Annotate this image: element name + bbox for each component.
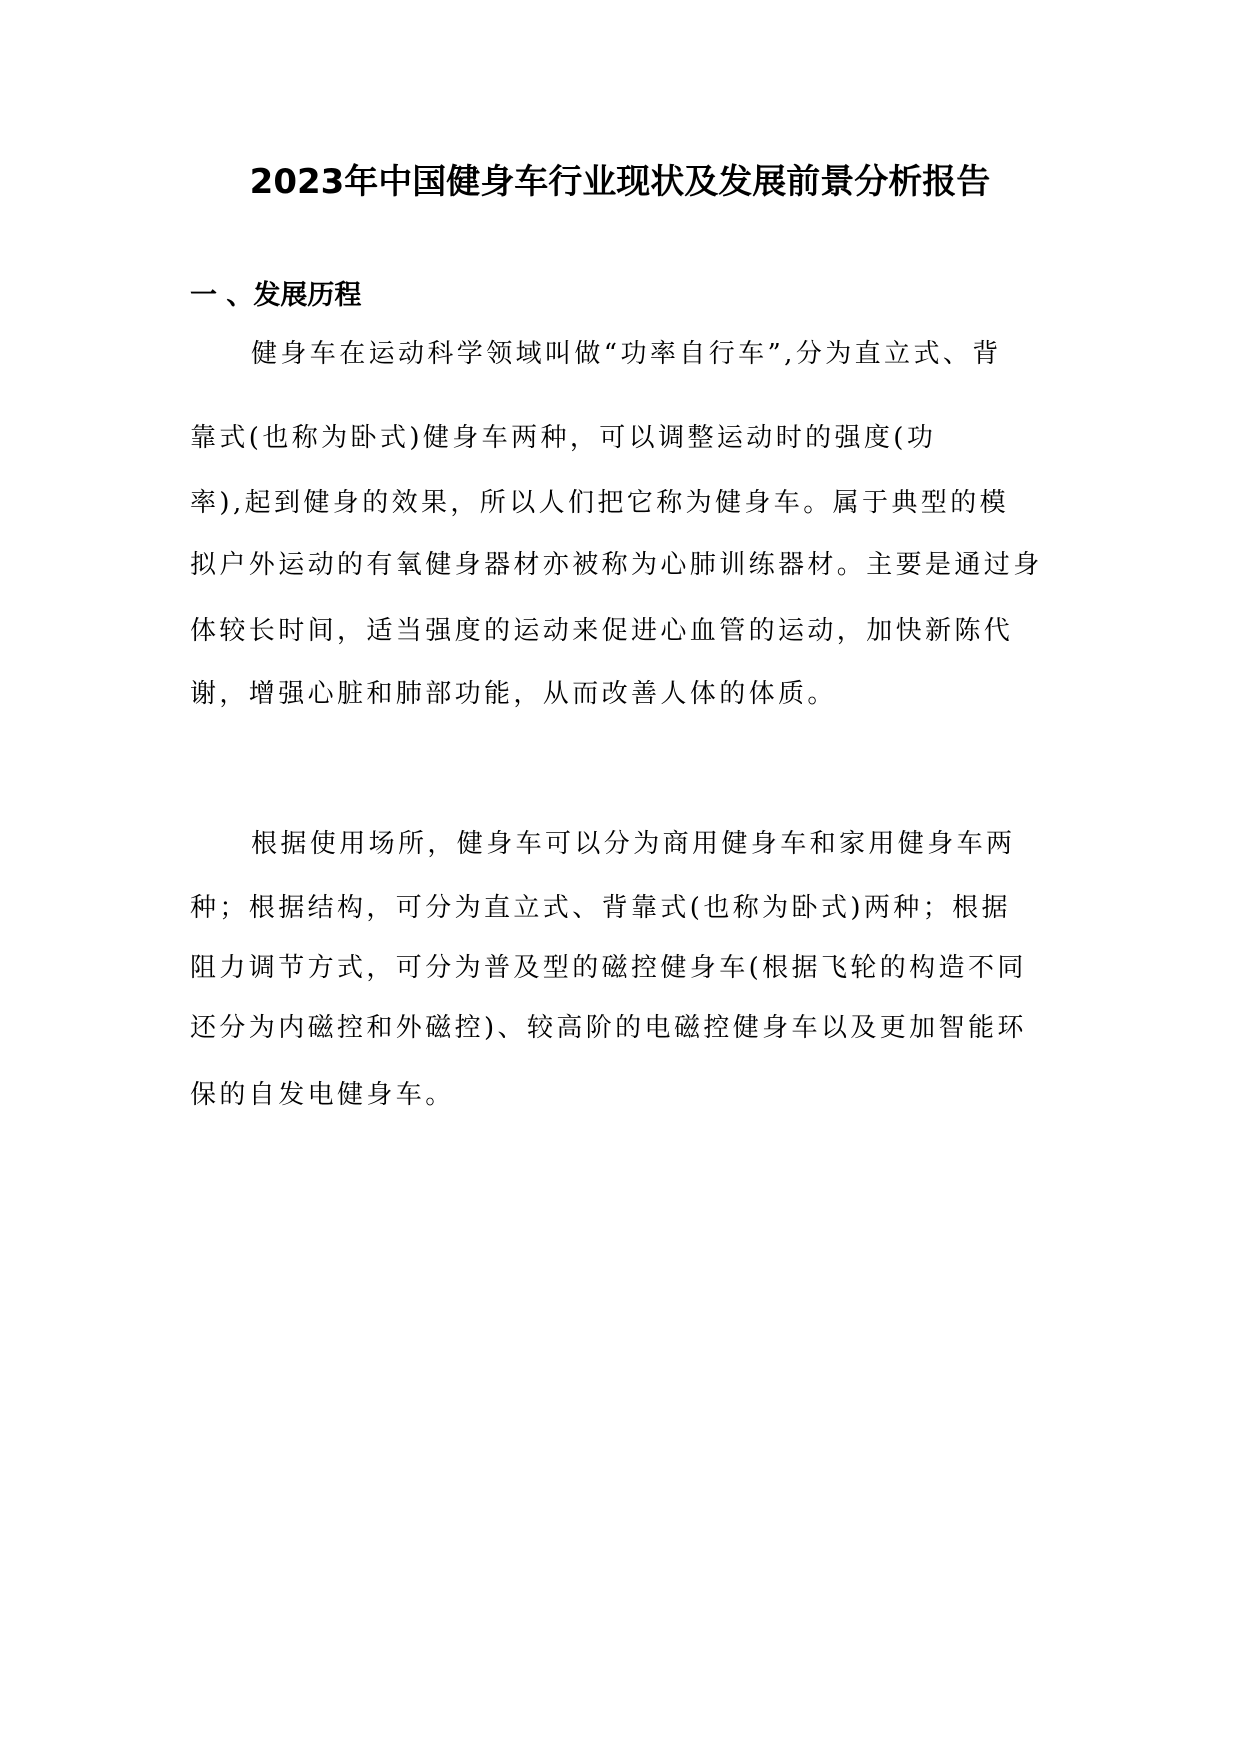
- paragraph-line: 率),起到健身的效果，所以人们把它称为健身车。属于典型的模: [190, 488, 1010, 518]
- document-title: 2023年中国健身车行业现状及发展前景分析报告: [249, 162, 991, 202]
- paragraph-line: 阻力调节方式，可分为普及型的磁控健身车(根据飞轮的构造不同: [190, 953, 1027, 983]
- section-heading: 一 、发展历程: [190, 280, 362, 311]
- paragraph-line: 还分为内磁控和外磁控)、较高阶的电磁控健身车以及更加智能环: [190, 1013, 1027, 1043]
- paragraph-line: 体较长时间，适当强度的运动来促进心血管的运动，加快新陈代: [190, 616, 1014, 646]
- paragraph-line: 靠式(也称为卧式)健身车两种，可以调整运动时的强度(功: [190, 423, 937, 453]
- paragraph-line: 谢，增强心脏和肺部功能，从而改善人体的体质。: [190, 679, 837, 709]
- paragraph-line: 健身车在运动科学领域叫做“功率自行车”,分为直立式、背: [251, 339, 1002, 369]
- paragraph-line: 保的自发电健身车。: [190, 1080, 455, 1110]
- paragraph-line: 种；根据结构，可分为直立式、背靠式(也称为卧式)两种；根据: [190, 893, 1011, 923]
- paragraph-line: 根据使用场所，健身车可以分为商用健身车和家用健身车两: [251, 829, 1016, 859]
- paragraph-line: 拟户外运动的有氧健身器材亦被称为心肺训练器材。主要是通过身: [190, 550, 1043, 580]
